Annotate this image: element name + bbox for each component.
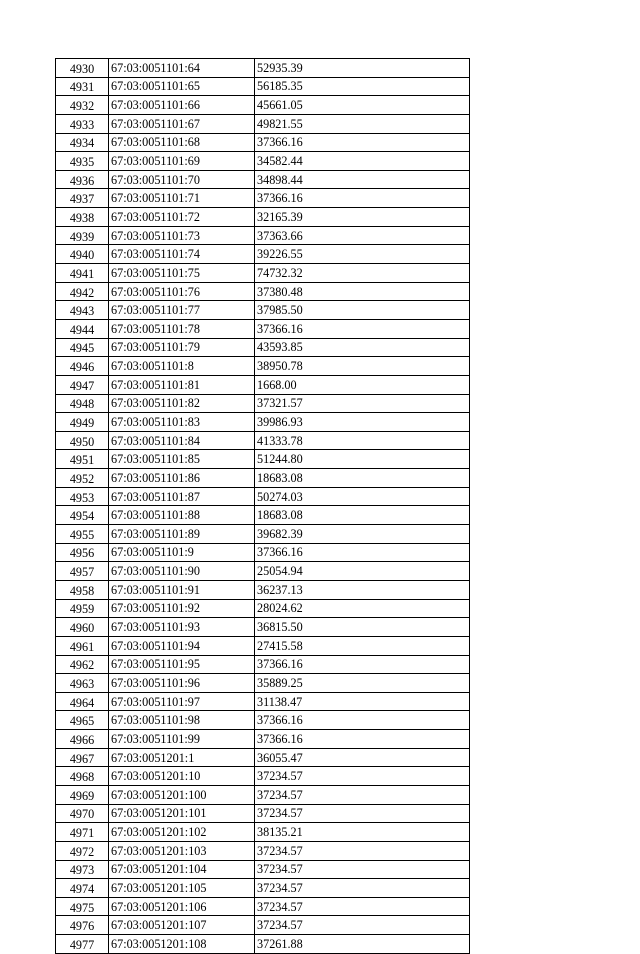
value-cell: 31138.47 <box>255 692 470 711</box>
table-row <box>56 543 470 562</box>
table-row <box>56 301 470 320</box>
cadastral-number-cell: 67:03:0051201:102 <box>109 823 255 842</box>
cadastral-number-cell: 67:03:0051101:68 <box>109 133 255 152</box>
table-row <box>56 935 470 954</box>
table-row <box>56 636 470 655</box>
cadastral-number-cell: 67:03:0051101:98 <box>109 711 255 730</box>
table-row <box>56 916 470 935</box>
table-row <box>56 245 470 264</box>
table-row <box>56 599 470 618</box>
cadastral-number-cell: 67:03:0051101:77 <box>109 301 255 320</box>
row-number-cell: 4952 <box>56 469 109 488</box>
table-row <box>56 525 470 544</box>
table-row <box>56 450 470 469</box>
table-row <box>56 618 470 637</box>
row-number-cell: 4962 <box>56 655 109 674</box>
value-cell: 37321.57 <box>255 394 470 413</box>
table-row <box>56 487 470 506</box>
row-number-cell: 4970 <box>56 804 109 823</box>
row-number-cell: 4940 <box>56 245 109 264</box>
table-row <box>56 897 470 916</box>
table-row <box>56 375 470 394</box>
row-number-cell: 4959 <box>56 599 109 618</box>
table-row <box>56 133 470 152</box>
row-number-cell: 4941 <box>56 264 109 283</box>
cadastral-number-cell: 67:03:0051101:92 <box>109 599 255 618</box>
cadastral-number-cell: 67:03:0051201:101 <box>109 804 255 823</box>
cadastral-number-cell: 67:03:0051101:81 <box>109 375 255 394</box>
value-cell: 37234.57 <box>255 897 470 916</box>
table-row <box>56 879 470 898</box>
table-row <box>56 208 470 227</box>
value-cell: 56185.35 <box>255 77 470 96</box>
row-number-cell: 4932 <box>56 96 109 115</box>
table-row <box>56 77 470 96</box>
value-cell: 37366.16 <box>255 189 470 208</box>
table-row <box>56 431 470 450</box>
row-number-cell: 4950 <box>56 431 109 450</box>
cadastral-number-cell: 67:03:0051201:103 <box>109 841 255 860</box>
cadastral-number-cell: 67:03:0051201:10 <box>109 767 255 786</box>
cadastral-number-cell: 67:03:0051101:74 <box>109 245 255 264</box>
row-number-cell: 4957 <box>56 562 109 581</box>
row-number-cell: 4973 <box>56 860 109 879</box>
value-cell: 39682.39 <box>255 525 470 544</box>
table-row <box>56 785 470 804</box>
table-row <box>56 674 470 693</box>
value-cell: 51244.80 <box>255 450 470 469</box>
cadastral-number-cell: 67:03:0051101:79 <box>109 338 255 357</box>
cadastral-number-cell: 67:03:0051101:67 <box>109 114 255 133</box>
cadastral-number-cell: 67:03:0051101:84 <box>109 431 255 450</box>
value-cell: 52935.39 <box>255 59 470 78</box>
cadastral-number-cell: 67:03:0051101:97 <box>109 692 255 711</box>
value-cell: 37261.88 <box>255 935 470 954</box>
value-cell: 37985.50 <box>255 301 470 320</box>
value-cell: 37234.57 <box>255 879 470 898</box>
value-cell: 37234.57 <box>255 916 470 935</box>
table-row <box>56 152 470 171</box>
row-number-cell: 4938 <box>56 208 109 227</box>
table-row <box>56 823 470 842</box>
cadastral-number-cell: 67:03:0051101:8 <box>109 357 255 376</box>
cadastral-number-cell: 67:03:0051201:104 <box>109 860 255 879</box>
table-row <box>56 114 470 133</box>
value-cell: 34898.44 <box>255 170 470 189</box>
value-cell: 37234.57 <box>255 804 470 823</box>
table-row <box>56 226 470 245</box>
cadastral-number-cell: 67:03:0051101:76 <box>109 282 255 301</box>
row-number-cell: 4944 <box>56 319 109 338</box>
cadastral-number-cell: 67:03:0051201:105 <box>109 879 255 898</box>
cadastral-number-cell: 67:03:0051101:73 <box>109 226 255 245</box>
row-number-cell: 4964 <box>56 692 109 711</box>
cadastral-number-cell: 67:03:0051101:95 <box>109 655 255 674</box>
value-cell: 37234.57 <box>255 860 470 879</box>
value-cell: 37380.48 <box>255 282 470 301</box>
row-number-cell: 4976 <box>56 916 109 935</box>
row-number-cell: 4958 <box>56 580 109 599</box>
value-cell: 34582.44 <box>255 152 470 171</box>
row-number-cell: 4975 <box>56 897 109 916</box>
value-cell: 32165.39 <box>255 208 470 227</box>
value-cell: 37366.16 <box>255 655 470 674</box>
value-cell: 37234.57 <box>255 785 470 804</box>
row-number-cell: 4933 <box>56 114 109 133</box>
cadastral-number-cell: 67:03:0051101:71 <box>109 189 255 208</box>
cadastral-number-cell: 67:03:0051101:75 <box>109 264 255 283</box>
cadastral-number-cell: 67:03:0051101:96 <box>109 674 255 693</box>
table-row <box>56 711 470 730</box>
value-cell: 35889.25 <box>255 674 470 693</box>
row-number-cell: 4955 <box>56 525 109 544</box>
row-number-cell: 4943 <box>56 301 109 320</box>
row-number-cell: 4948 <box>56 394 109 413</box>
table-row <box>56 264 470 283</box>
cadastral-number-cell: 67:03:0051101:89 <box>109 525 255 544</box>
cadastral-number-cell: 67:03:0051101:91 <box>109 580 255 599</box>
row-number-cell: 4935 <box>56 152 109 171</box>
cadastral-number-cell: 67:03:0051101:83 <box>109 413 255 432</box>
value-cell: 37366.16 <box>255 711 470 730</box>
row-number-cell: 4968 <box>56 767 109 786</box>
cadastral-number-cell: 67:03:0051201:108 <box>109 935 255 954</box>
cadastral-number-cell: 67:03:0051201:1 <box>109 748 255 767</box>
cadastral-number-cell: 67:03:0051101:72 <box>109 208 255 227</box>
value-cell: 38950.78 <box>255 357 470 376</box>
table-row <box>56 655 470 674</box>
value-cell: 36237.13 <box>255 580 470 599</box>
table-row <box>56 580 470 599</box>
value-cell: 27415.58 <box>255 636 470 655</box>
table-row <box>56 59 470 78</box>
row-number-cell: 4953 <box>56 487 109 506</box>
cadastral-value-table <box>55 58 470 954</box>
row-number-cell: 4971 <box>56 823 109 842</box>
table-row <box>56 189 470 208</box>
value-cell: 36055.47 <box>255 748 470 767</box>
table-row <box>56 730 470 749</box>
table-row <box>56 767 470 786</box>
value-cell: 1668.00 <box>255 375 470 394</box>
cadastral-number-cell: 67:03:0051101:94 <box>109 636 255 655</box>
cadastral-number-cell: 67:03:0051101:87 <box>109 487 255 506</box>
row-number-cell: 4965 <box>56 711 109 730</box>
cadastral-number-cell: 67:03:0051101:70 <box>109 170 255 189</box>
row-number-cell: 4937 <box>56 189 109 208</box>
table-row <box>56 506 470 525</box>
row-number-cell: 4961 <box>56 636 109 655</box>
row-number-cell: 4936 <box>56 170 109 189</box>
row-number-cell: 4930 <box>56 59 109 78</box>
table-row <box>56 96 470 115</box>
value-cell: 43593.85 <box>255 338 470 357</box>
row-number-cell: 4977 <box>56 935 109 954</box>
cadastral-number-cell: 67:03:0051101:65 <box>109 77 255 96</box>
value-cell: 37366.16 <box>255 133 470 152</box>
row-number-cell: 4974 <box>56 879 109 898</box>
cadastral-number-cell: 67:03:0051101:93 <box>109 618 255 637</box>
table-row <box>56 562 470 581</box>
cadastral-number-cell: 67:03:0051201:100 <box>109 785 255 804</box>
value-cell: 39986.93 <box>255 413 470 432</box>
value-cell: 39226.55 <box>255 245 470 264</box>
row-number-cell: 4967 <box>56 748 109 767</box>
value-cell: 28024.62 <box>255 599 470 618</box>
table-row <box>56 860 470 879</box>
value-cell: 25054.94 <box>255 562 470 581</box>
table-row <box>56 170 470 189</box>
cadastral-number-cell: 67:03:0051101:90 <box>109 562 255 581</box>
table-row <box>56 357 470 376</box>
value-cell: 37363.66 <box>255 226 470 245</box>
cadastral-number-cell: 67:03:0051101:69 <box>109 152 255 171</box>
cadastral-number-cell: 67:03:0051101:78 <box>109 319 255 338</box>
table-row <box>56 841 470 860</box>
cadastral-number-cell: 67:03:0051101:64 <box>109 59 255 78</box>
table-row <box>56 692 470 711</box>
cadastral-number-cell: 67:03:0051201:107 <box>109 916 255 935</box>
row-number-cell: 4963 <box>56 674 109 693</box>
table-row <box>56 338 470 357</box>
value-cell: 74732.32 <box>255 264 470 283</box>
cadastral-number-cell: 67:03:0051101:9 <box>109 543 255 562</box>
value-cell: 49821.55 <box>255 114 470 133</box>
table-body <box>56 59 470 954</box>
row-number-cell: 4960 <box>56 618 109 637</box>
cadastral-number-cell: 67:03:0051101:85 <box>109 450 255 469</box>
row-number-cell: 4939 <box>56 226 109 245</box>
value-cell: 37234.57 <box>255 767 470 786</box>
table-row <box>56 469 470 488</box>
row-number-cell: 4934 <box>56 133 109 152</box>
table-row <box>56 319 470 338</box>
value-cell: 37234.57 <box>255 841 470 860</box>
table-row <box>56 394 470 413</box>
table-row <box>56 413 470 432</box>
cadastral-number-cell: 67:03:0051101:86 <box>109 469 255 488</box>
row-number-cell: 4969 <box>56 785 109 804</box>
table-row <box>56 804 470 823</box>
value-cell: 38135.21 <box>255 823 470 842</box>
value-cell: 50274.03 <box>255 487 470 506</box>
cadastral-number-cell: 67:03:0051101:99 <box>109 730 255 749</box>
cadastral-number-cell: 67:03:0051101:88 <box>109 506 255 525</box>
table-row <box>56 748 470 767</box>
cadastral-number-cell: 67:03:0051101:66 <box>109 96 255 115</box>
value-cell: 36815.50 <box>255 618 470 637</box>
value-cell: 18683.08 <box>255 469 470 488</box>
row-number-cell: 4966 <box>56 730 109 749</box>
row-number-cell: 4956 <box>56 543 109 562</box>
cadastral-number-cell: 67:03:0051201:106 <box>109 897 255 916</box>
cadastral-number-cell: 67:03:0051101:82 <box>109 394 255 413</box>
value-cell: 37366.16 <box>255 319 470 338</box>
row-number-cell: 4949 <box>56 413 109 432</box>
value-cell: 18683.08 <box>255 506 470 525</box>
row-number-cell: 4947 <box>56 375 109 394</box>
table-row <box>56 282 470 301</box>
row-number-cell: 4951 <box>56 450 109 469</box>
row-number-cell: 4931 <box>56 77 109 96</box>
row-number-cell: 4972 <box>56 841 109 860</box>
row-number-cell: 4942 <box>56 282 109 301</box>
value-cell: 41333.78 <box>255 431 470 450</box>
value-cell: 45661.05 <box>255 96 470 115</box>
row-number-cell: 4954 <box>56 506 109 525</box>
value-cell: 37366.16 <box>255 730 470 749</box>
row-number-cell: 4945 <box>56 338 109 357</box>
row-number-cell: 4946 <box>56 357 109 376</box>
value-cell: 37366.16 <box>255 543 470 562</box>
